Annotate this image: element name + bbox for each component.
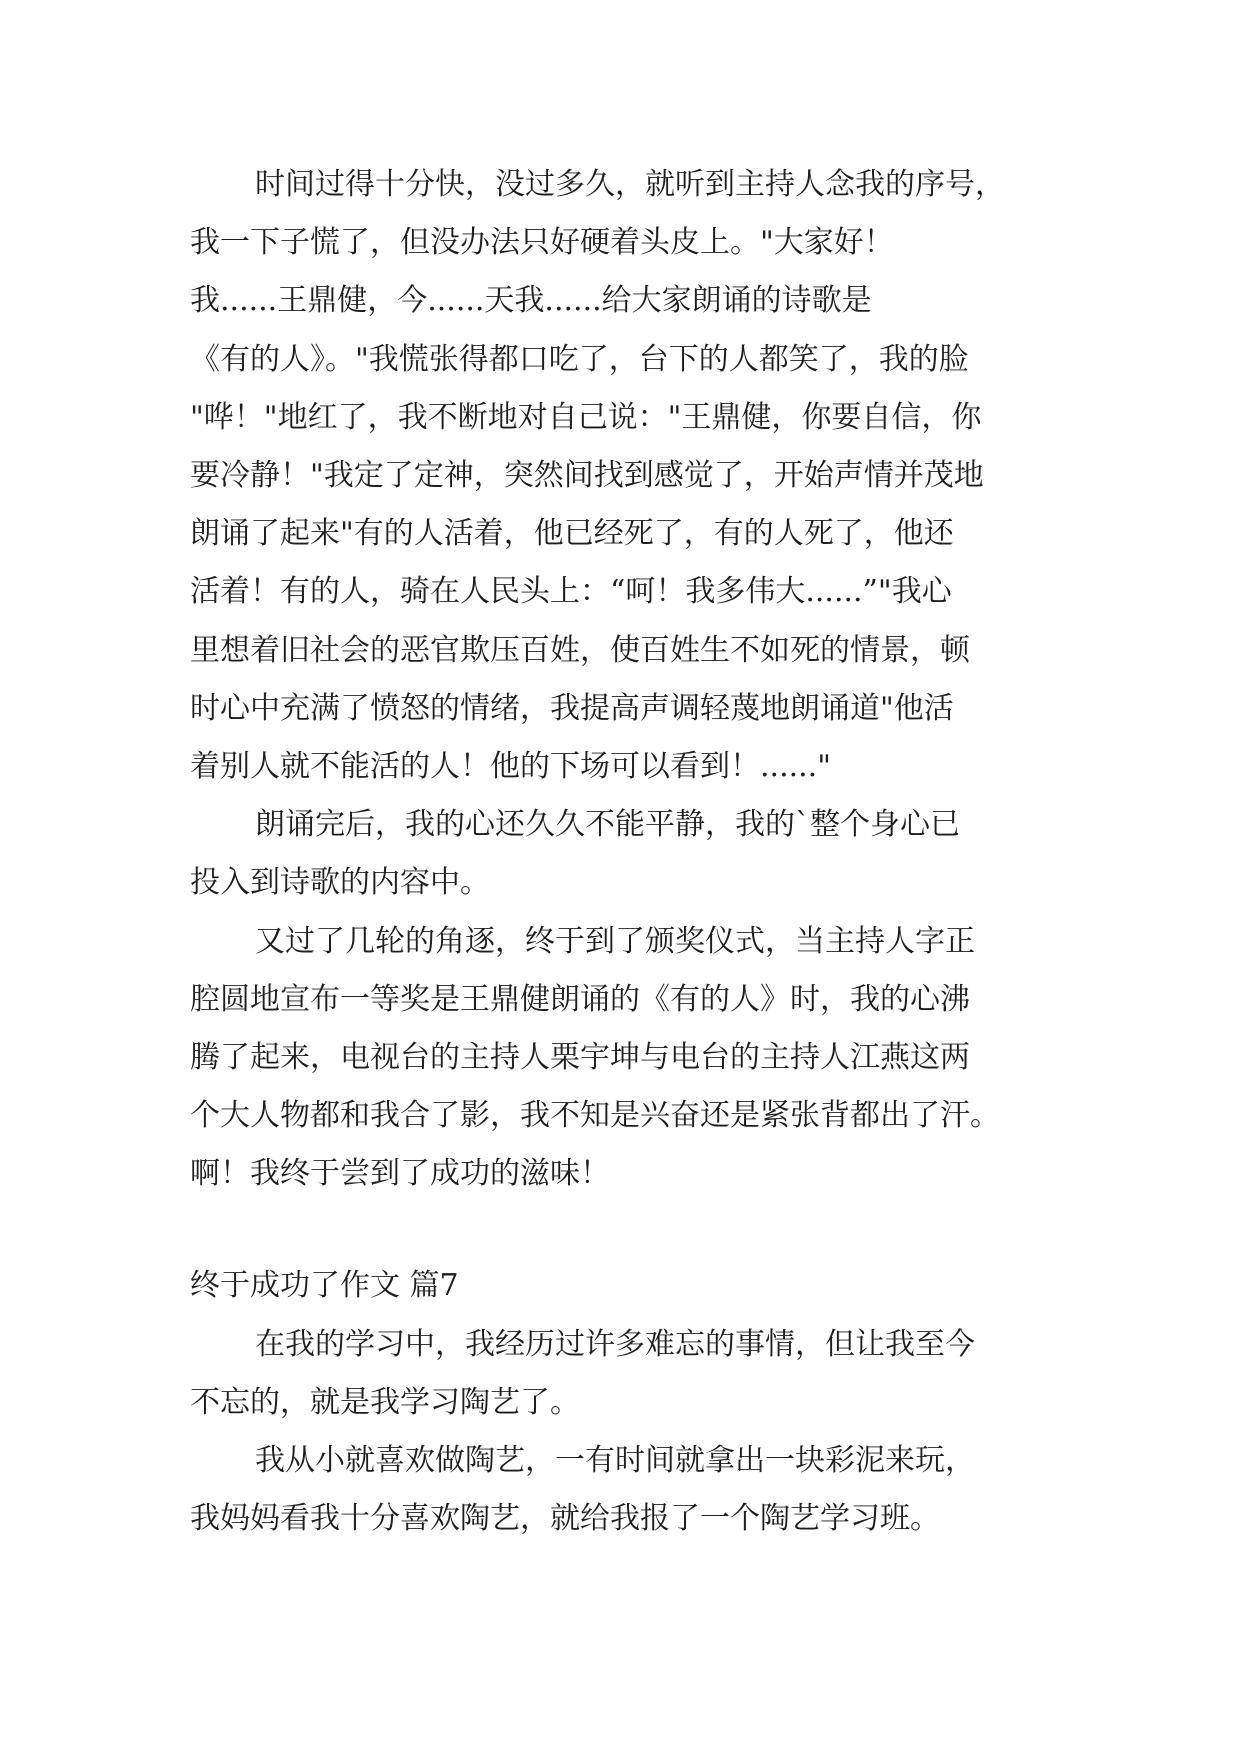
paragraph-line: 投入到诗歌的内容中。 (190, 865, 490, 900)
paragraph-line: 活着！有的人，骑在人民头上：“呵！我多伟大......”"我心 (190, 574, 952, 609)
paragraph-line: 又过了几轮的角逐，终于到了颁奖仪式，当主持人字正 (255, 924, 975, 959)
paragraph-line: 不忘的，就是我学习陶艺了。 (190, 1385, 580, 1420)
paragraph-line: 啊！我终于尝到了成功的滋味！ (190, 1156, 610, 1191)
paragraph-line: 在我的学习中，我经历过许多难忘的事情，但让我至今 (255, 1327, 975, 1362)
paragraph-line: 着别人就不能活的人！他的下场可以看到！......" (190, 749, 832, 784)
paragraph-line: 时心中充满了愤怒的情绪，我提高声调轻蔑地朗诵道"他活 (190, 691, 954, 726)
paragraph-line: 腾了起来，电视台的主持人栗宇坤与电台的主持人江燕这两 (190, 1040, 970, 1075)
paragraph-line: 腔圆地宣布一等奖是王鼎健朗诵的《有的人》时，我的心沸 (190, 982, 970, 1017)
paragraph-line: 《有的人》。"我慌张得都口吃了，台下的人都笑了，我的脸 (190, 342, 969, 377)
paragraph-line: 要冷静！"我定了定神，突然间找到感觉了，开始声情并茂地 (190, 458, 984, 493)
paragraph-line: 朗诵完后，我的心还久久不能平静，我的`整个身心已 (255, 807, 960, 842)
paragraph-line: "哗！"地红了，我不断地对自己说："王鼎健，你要自信，你 (190, 400, 982, 435)
section-heading: 终于成功了作文 篇7 (190, 1268, 459, 1303)
paragraph-line: 我......王鼎健，今......天我......给大家朗诵的诗歌是 (190, 283, 872, 318)
paragraph-line: 个大人物都和我合了影，我不知是兴奋还是紧张背都出了汗。 (190, 1098, 1000, 1133)
paragraph-line: 我从小就喜欢做陶艺，一有时间就拿出一块彩泥来玩， (255, 1443, 975, 1478)
paragraph-line: 我一下子慌了，但没办法只好硬着头皮上。"大家好！ (190, 225, 894, 260)
paragraph-line: 我妈妈看我十分喜欢陶艺，就给我报了一个陶艺学习班。 (190, 1501, 940, 1536)
paragraph-line: 时间过得十分快，没过多久，就听到主持人念我的序号， (255, 167, 1005, 202)
paragraph-line: 朗诵了起来"有的人活着，他已经死了，有的人死了，他还 (190, 516, 954, 551)
paragraph-line: 里想着旧社会的恶官欺压百姓，使百姓生不如死的情景，顿 (190, 633, 970, 668)
